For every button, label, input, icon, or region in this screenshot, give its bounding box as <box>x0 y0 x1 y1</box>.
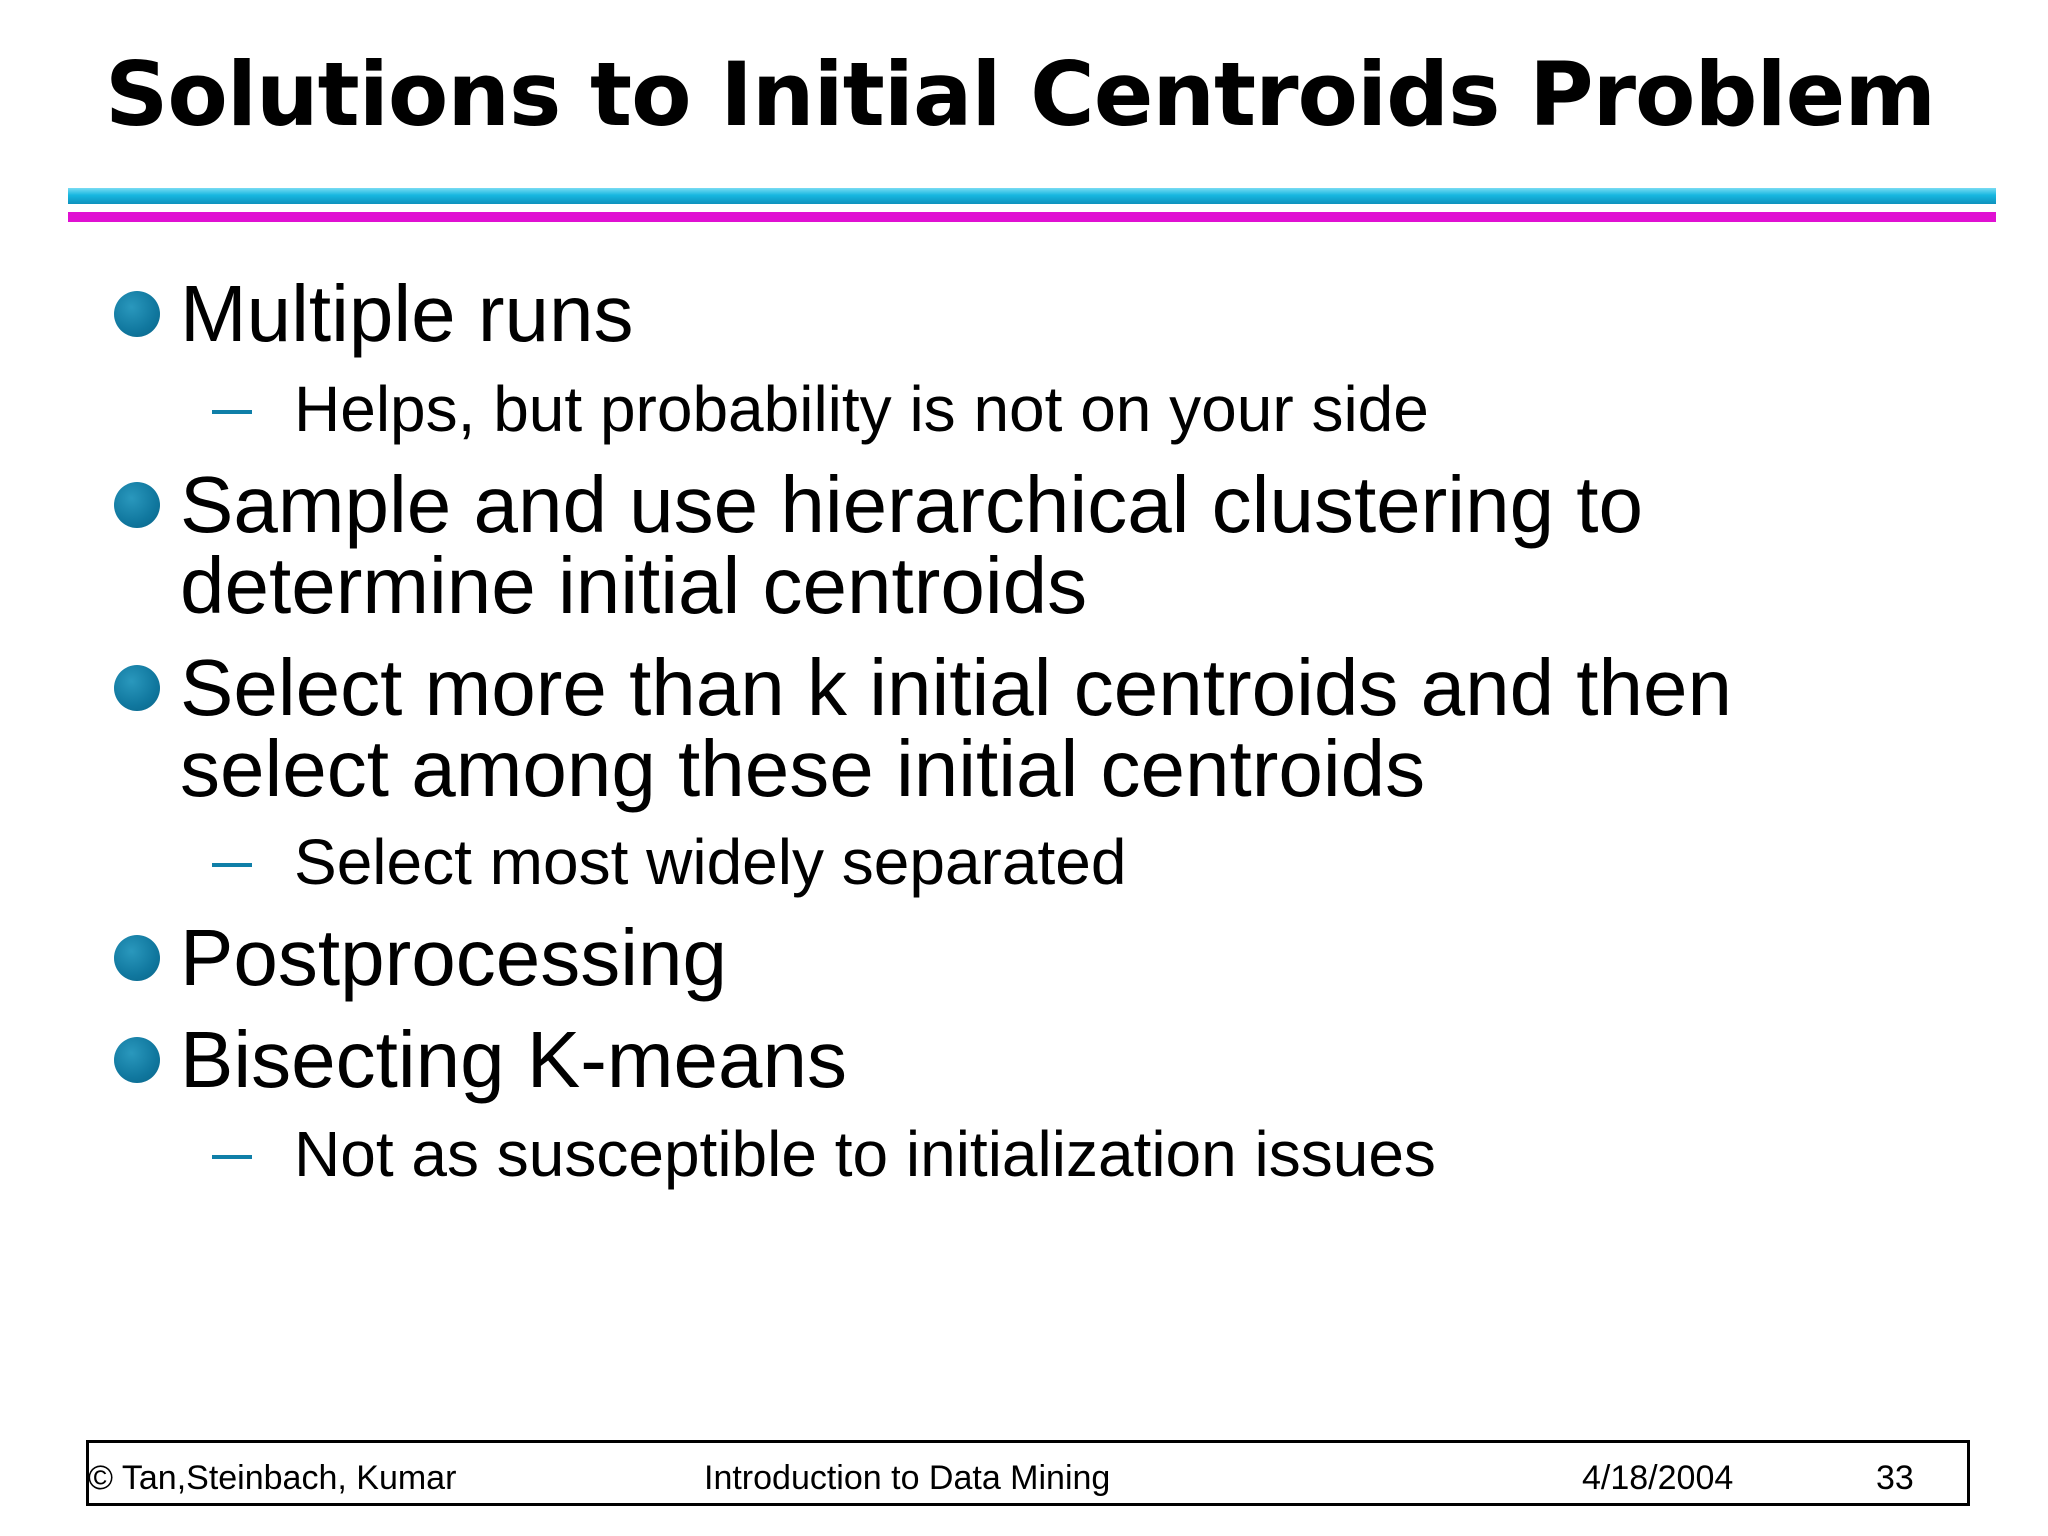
title-rule-magenta <box>68 212 1996 222</box>
bullet-text: Multiple runs <box>180 269 634 358</box>
footer-copyright: © Tan,Steinbach, Kumar <box>88 1459 457 1497</box>
bullet-dot-icon <box>114 1037 160 1083</box>
footer-date: 4/18/2004 <box>1582 1459 1734 1497</box>
bullet-dot-icon <box>114 935 160 981</box>
bullet-dot-icon <box>114 291 160 337</box>
bullet-text: Bisecting K-means <box>180 1015 847 1104</box>
footer-page-number: 33 <box>1876 1459 1914 1497</box>
bullet-text-continued: select among these initial centroids <box>180 724 1426 813</box>
sub-bullet-text: Not as susceptible to initialization issues <box>294 1118 1436 1190</box>
title-rule-cyan <box>68 188 1996 204</box>
dash-icon <box>212 863 252 867</box>
slide-title: Solutions to Initial Centroids Problem <box>105 43 1936 146</box>
dash-icon <box>212 410 252 414</box>
footer-course-title: Introduction to Data Mining <box>704 1459 1111 1497</box>
bullet-text: Sample and use hierarchical clustering to <box>180 460 1644 549</box>
sub-bullet-text: Helps, but probability is not on your side <box>294 373 1429 445</box>
dash-icon <box>212 1155 252 1159</box>
bullet-dot-icon <box>114 482 160 528</box>
bullet-text: Select more than k initial centroids and then <box>180 643 1732 732</box>
bullet-text: Postprocessing <box>180 913 727 1002</box>
sub-bullet-text: Select most widely separated <box>294 826 1127 898</box>
bullet-text-continued: determine initial centroids <box>180 541 1088 630</box>
bullet-dot-icon <box>114 665 160 711</box>
